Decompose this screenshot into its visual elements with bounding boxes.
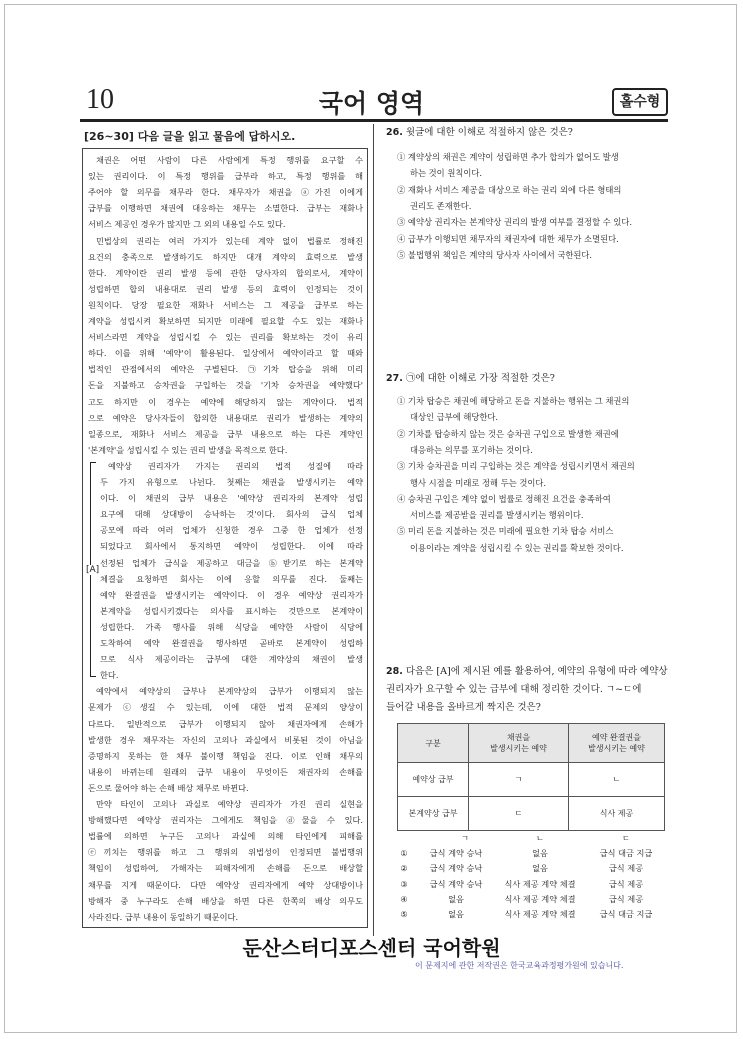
answer-option: ① 계약상의 채권은 계약이 성립하면 추가 합의가 없어도 발생 xyxy=(397,152,619,162)
passage-line: 공모에 따라 여러 업체가 신청한 경우 그중 한 업체가 선정 xyxy=(100,525,363,536)
answer-cell: 급식 계약 승낙 xyxy=(429,848,483,858)
question-stem-line: 다음은 [A]에 제시된 예를 활용하여, 예약의 유형에 따라 예약상 xyxy=(405,666,668,677)
passage-line: 체결을 요청하면 회사는 이에 응할 의무를 진다. 둘째는 xyxy=(100,573,363,584)
answer-option: ③ 기차 승차권을 미리 구입하는 것은 계약을 성립시키면서 채권의 xyxy=(397,461,635,472)
passage-line: 돈을 지불하고 승차권을 구입하는 것을 '기차 승차권을 예약했다' xyxy=(88,380,363,391)
passage-line: 돈으로 물어야 하는 손해 배상 채무로 바뀐다. xyxy=(88,782,249,793)
answer-option: 대응하는 의무를 포기하는 것이다. xyxy=(410,444,533,455)
passage-line: 증명하지 못하는 한 채무 불이행 책임을 진다. 이로 인해 채무의 xyxy=(88,750,363,761)
column-divider xyxy=(373,124,374,936)
answer-option: ⑤ 불법행위 책임은 계약의 당사자 사이에서 국한된다. xyxy=(397,249,593,260)
answer-header-row xyxy=(397,833,667,845)
answer-cell: 없음 xyxy=(532,863,548,874)
passage-line: 예약상 권리자가 가지는 권리의 법적 성질에 따라 xyxy=(108,460,363,471)
passage-line: 선정된 업체가 급식을 제공하고 대금을 ⓑ받기로 하는 본계약 xyxy=(100,557,363,568)
answer-option: 하는 것이 원칙이다. xyxy=(410,168,483,179)
passage-line: 다르다. 일반적으로 급부가 이행되지 않아 채권자에게 손해가 xyxy=(88,718,363,729)
question-number: 26. xyxy=(386,127,403,138)
question-stem-line: 권리자가 요구할 수 있는 급부에 대해 정리한 것이다. ㄱ~ㄷ에 xyxy=(386,684,642,695)
passage-line: 계약을 성립시켜 확보하면 되지만 미래에 필요할 수도 있는 재화나 xyxy=(88,316,363,326)
passage-line: 채무를 지게 때문이다. 다만 예약상 권리자에게 예약 상대방이나 xyxy=(88,879,363,890)
answer-row xyxy=(397,848,669,860)
question-number: 27. xyxy=(386,373,403,384)
answer-cell: 급식 대금 지급 xyxy=(599,909,653,920)
answer-number: ① xyxy=(400,848,408,858)
table-header: 예약 완결권을 발생시키는 예약 xyxy=(569,724,665,763)
table-row xyxy=(398,797,665,831)
passage-line: 한다. xyxy=(100,670,119,681)
passage-line: 본계약을 성립시키겠다는 의사를 표시하는 것만으로 본계약이 xyxy=(100,605,363,616)
passage-line: 므로 식사 제공이라는 급부에 대한 계약상의 채권이 발생 xyxy=(100,654,363,665)
passage-line: 문제가 ⓒ생길 수 있는데, 이에 대한 법적 문제의 양상이 xyxy=(88,702,363,713)
passage-line: 채권은 어떤 사람이 다른 사람에게 특정 행위를 요구할 수 xyxy=(96,155,363,165)
header-rule xyxy=(80,119,668,122)
passage-line: 서비스라면 계약을 성립시킬 수 있는 권리를 확보하는 것이 유리 xyxy=(88,332,363,343)
passage-line: 사라진다. 급부 내용이 동일하기 때문이다. xyxy=(88,911,239,922)
passage-line: 있는 권리이다. 이 특정 행위를 급부라 하고, 특정 행위를 해 xyxy=(88,171,363,182)
passage-line: 원칙이다. 당장 필요한 재화나 서비스는 그 제공을 급부로 하는 xyxy=(88,299,363,310)
answer-row xyxy=(397,894,669,906)
passage-line: 요구에 대해 상대방이 승낙하는 것'이다. 회사의 급식 업체 xyxy=(100,509,363,520)
passage-line: 요건의 충족으로 발생하기도 하지만 대개 계약의 효력으로 발생 xyxy=(88,251,363,262)
passage-line: 방해했다면 예약상 권리자는 그에게도 책임을 ⓓ물을 수 있다. xyxy=(88,815,363,826)
passage-line: 도착하여 예약 완결권을 행사하면 곧바로 본계약이 성립하 xyxy=(100,638,363,648)
question-28 xyxy=(386,663,670,717)
passage-line: 내용이 바뀌는데 원래의 급부 내용이 무엇이든 채권자의 손해를 xyxy=(88,766,363,777)
passage-line: 주어야 할 의무를 채무라 한다. 채무자가 채권을 ⓐ가진 이에게 xyxy=(88,187,363,198)
answer-cell: 없음 xyxy=(448,893,464,904)
question-stem-line: 들어갈 내용을 올바르게 짝지은 것은? xyxy=(386,702,541,713)
table-row xyxy=(398,763,665,797)
table-cell: 식사 제공 xyxy=(569,797,665,831)
passage-line: 두 가지 유형으로 나뉜다. 첫째는 채권을 발생시키는 예약 xyxy=(100,477,363,487)
page-number: 10 xyxy=(86,84,114,115)
answer-cell: 급식 제공 xyxy=(608,863,644,874)
answer-option: ④ 급부가 이행되면 채무자의 채권자에 대한 채무가 소멸된다. xyxy=(397,233,619,244)
answer-cell: 급식 제공 xyxy=(608,878,644,889)
answer-number: ⑤ xyxy=(400,909,408,920)
answer-option: 서비스를 제공받을 권리를 발생시키는 행위이다. xyxy=(410,510,584,521)
answer-option: ① 기차 탑승은 채권에 해당하고 돈을 지불하는 행위는 그 채권의 xyxy=(397,396,630,406)
answer-cell: 식사 제공 계약 체결 xyxy=(504,909,576,920)
question-27 xyxy=(386,370,670,387)
answer-option: 이용이라는 계약을 성립시킬 수 있는 권리를 확보한 것이다. xyxy=(410,542,624,553)
answer-header: ㄱ xyxy=(461,833,469,843)
answer-number: ② xyxy=(400,863,408,874)
answer-option: ② 기차를 탑승하지 않는 것은 승차권 구입으로 발생한 채권에 xyxy=(397,428,619,439)
answer-cell: 급식 계약 승낙 xyxy=(429,878,483,889)
answer-cell: 없음 xyxy=(448,909,464,920)
answer-option: ⑤ 미리 돈을 지불하는 것은 미래에 필요한 기차 탑승 서비스 xyxy=(397,526,614,537)
exam-type-badge: 홀수형 xyxy=(612,88,668,116)
answer-cell: 없음 xyxy=(532,848,548,858)
passage-line: 법적인 관점에서의 예약은 구별된다. ㉠기차 탑승을 위해 미리 xyxy=(88,364,363,375)
answer-option: 행사 시점을 미래로 정해 두는 것이다. xyxy=(410,477,547,488)
copyright-notice: 이 문제지에 관한 저작권은 한국교육과정평가원에 있습니다. xyxy=(415,961,624,970)
table-header: 구분 xyxy=(398,724,469,763)
passage-line: 성립하면 합의 내용대로 권리 발생 등의 효력이 인정되는 것이 xyxy=(88,283,363,294)
answer-option: ③ 예약상 권리자는 본계약상 권리의 발생 여부를 결정할 수 있다. xyxy=(397,217,633,228)
passage-line: 하다. 이를 위해 '예약'이 활용된다. 일상에서 예약이라고 할 때와 xyxy=(88,348,363,359)
answer-option: 대상인 급부에 해당한다. xyxy=(410,412,499,423)
watermark-text: 둔산스터디포스센터 국어학원 xyxy=(242,936,501,960)
page-title: 국어 영역 xyxy=(318,89,425,118)
table-cell: ㄷ xyxy=(469,797,569,831)
passage-line: 방해자 중 누구라도 손해 배상을 하면 다른 한쪽의 배상 의무도 xyxy=(88,895,363,906)
passage-line: 책임이 성립하여, 가해자는 피해자에게 손해를 돈으로 배상할 xyxy=(88,863,363,874)
passage-line: 민법상의 권리는 여러 가지가 있는데 계약 없이 법률로 정해진 xyxy=(96,235,363,246)
answer-row xyxy=(397,863,669,875)
q28-table xyxy=(397,723,665,831)
table-cell: 본계약상 급부 xyxy=(398,797,469,831)
passage-line: 발생한 경우 채무자는 자신의 고의나 과실에서 비롯된 것이 아님을 xyxy=(88,734,363,745)
answer-option: ② 재화나 서비스 제공을 대상으로 하는 권리 외에 다른 형태의 xyxy=(397,184,622,195)
table-cell: 예약상 급부 xyxy=(398,763,469,797)
answer-cell: 식사 제공 계약 체결 xyxy=(504,878,576,889)
passage-line: 성립한다. 가족 행사를 위해 식당을 예약한 사람이 식당에 xyxy=(100,621,363,632)
answer-cell: 급식 제공 xyxy=(608,893,644,904)
passage-line: 일종으로, 재화나 서비스 제공을 급부 내용으로 하는 다른 계약인 xyxy=(88,428,363,439)
reading-passage xyxy=(82,148,368,928)
passage-line: '본계약'을 성립시킬 수 있는 권리 발생을 목적으로 한다. xyxy=(88,444,288,455)
answer-header: ㄴ xyxy=(536,833,544,843)
answer-option: ④ 승차권 구입은 계약 없이 법률로 정해진 요건을 충족하여 xyxy=(397,493,611,504)
passage-line: 만약 타인이 고의나 과실로 예약상 권리자가 가진 권리 실현을 xyxy=(96,799,363,809)
question-26 xyxy=(386,124,670,141)
passage-line: 한다. 계약이란 권리 발생 등에 관한 당사자의 합의로서, 계약이 xyxy=(88,267,363,278)
section-heading: [26~30] 다음 글을 읽고 물음에 답하시오. xyxy=(84,130,296,143)
passage-line: 급부를 이행하면 채권에 대응하는 채무는 소멸한다. 급부는 재화나 xyxy=(88,203,363,214)
passage-line: 예약에서 예약상의 급부나 본계약상의 급부가 이행되지 않는 xyxy=(96,686,363,697)
answer-option: 권리도 존재한다. xyxy=(410,200,472,211)
answer-cell: 식사 제공 계약 체결 xyxy=(504,893,576,904)
bracket-a-label: [A] xyxy=(86,565,100,575)
answer-cell: 급식 대금 지급 xyxy=(599,848,653,858)
question-stem: ㉠에 대한 이해로 가장 적절한 것은? xyxy=(405,373,555,384)
answer-number: ④ xyxy=(400,893,408,904)
passage-line: 으로 예약은 당사자들이 합의한 내용대로 권리가 발생하는 계약의 xyxy=(88,412,363,423)
passage-line: 법률에 의하면 누구든 고의나 과실에 의해 타인에게 피해를 xyxy=(88,831,363,842)
answer-number: ③ xyxy=(400,878,408,889)
answer-header: ㄷ xyxy=(622,833,630,843)
question-number: 28. xyxy=(386,666,403,677)
passage-line: 예약 완결권을 발생시키는 예약이다. 이 경우 예약상 권리자가 xyxy=(100,589,363,600)
passage-line: 서비스 제공인 경우가 많지만 그 외의 내용일 수도 있다. xyxy=(88,219,286,230)
passage-line: 이다. 이 채권의 급부 내용은 '예약상 권리자의 본계약 성립 xyxy=(100,493,363,504)
passage-line: 고도 하지만 이 경우는 예약에 해당하지 않는 계약이다. 법적 xyxy=(88,396,363,407)
passage-line: ⓔ끼치는 행위를 하고 그 행위의 위법성이 인정되면 불법행위 xyxy=(88,847,363,858)
table-cell: ㄴ xyxy=(569,763,665,797)
passage-line: 되었다고 회사에서 통지하면 예약이 성립한다. 이에 따라 xyxy=(100,541,363,552)
answer-row xyxy=(397,909,669,921)
answer-cell: 급식 계약 승낙 xyxy=(429,863,483,874)
table-header: 채권을 발생시키는 예약 xyxy=(469,724,569,763)
question-stem: 윗글에 대한 이해로 적절하지 않은 것은? xyxy=(405,127,573,138)
table-cell: ㄱ xyxy=(469,763,569,797)
answer-row xyxy=(397,879,669,891)
